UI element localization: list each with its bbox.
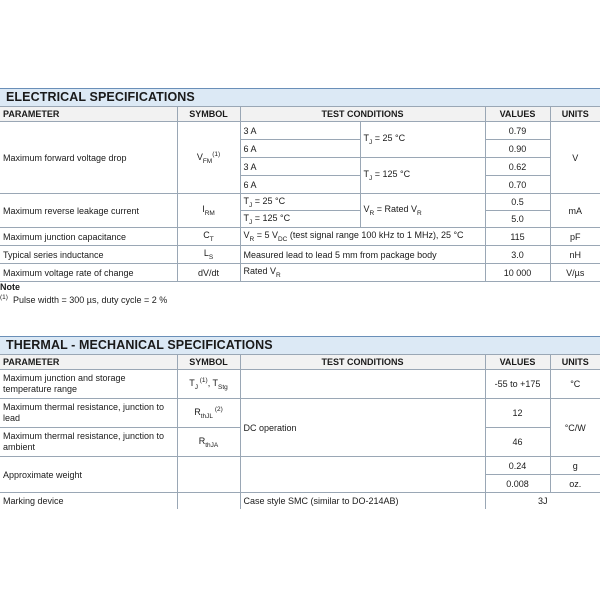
header-parameter: PARAMETER	[0, 107, 177, 122]
ir-symbol: $I_{RM}$	[177, 194, 240, 228]
header-symbol: SYMBOL	[177, 355, 240, 370]
rthja-parameter: Maximum thermal resistance, junction to ambient	[0, 428, 177, 457]
ls-parameter: Typical series inductance	[0, 246, 177, 264]
weight-value: 0.008	[485, 475, 550, 493]
vf-unit: V	[550, 122, 600, 194]
vf-current: 6 A	[240, 140, 360, 158]
header-values: VALUES	[485, 107, 550, 122]
rthjl-parameter: Maximum thermal resistance, junction to lead	[0, 399, 177, 428]
vf-value: 0.70	[485, 176, 550, 194]
marking-value: 3J	[485, 493, 600, 509]
cj-value: 115	[485, 228, 550, 246]
tj-condition	[240, 370, 485, 399]
dvdt-parameter: Maximum voltage rate of change	[0, 264, 177, 282]
vf-current: 6 A	[240, 176, 360, 194]
table-row	[0, 194, 600, 211]
ir-condition-25: $T_J = 25$ °C	[240, 194, 360, 211]
table-row	[0, 457, 600, 475]
vf-symbol: $V_{FM}^{(1)}$	[177, 122, 240, 194]
tj-parameter: Maximum junction and storage temperature range	[0, 370, 177, 399]
header-test-conditions: TEST CONDITIONS	[240, 355, 485, 370]
ir-unit: mA	[550, 194, 600, 228]
header-units: UNITS	[550, 355, 600, 370]
note	[0, 282, 167, 305]
header-units: UNITS	[550, 107, 600, 122]
ls-value: 3.0	[485, 246, 550, 264]
ls-condition: Measured lead to lead 5 mm from package body	[240, 246, 485, 264]
vf-value: 0.62	[485, 158, 550, 176]
weight-symbol	[177, 457, 240, 493]
electrical-specifications-section	[0, 88, 600, 282]
rthjl-symbol: $R_{thJL}$ $^{(2)}$	[177, 399, 240, 428]
tj-unit: °C	[550, 370, 600, 399]
table-header-row	[0, 107, 600, 122]
cj-unit: pF	[550, 228, 600, 246]
tj-value: -55 to +175	[485, 370, 550, 399]
vf-tj125: $T_J = 125$ °C	[360, 158, 485, 194]
header-values: VALUES	[485, 355, 550, 370]
marking-condition: Case style SMC (similar to DO-214AB)	[240, 493, 485, 509]
table-row	[0, 122, 600, 140]
dvdt-unit: V/µs	[550, 264, 600, 282]
marking-parameter: Marking device	[0, 493, 177, 509]
cj-symbol: $C_T$	[177, 228, 240, 246]
thermal-specifications-table	[0, 354, 600, 509]
vf-current: 3 A	[240, 158, 360, 176]
weight-unit: oz.	[550, 475, 600, 493]
marking-symbol	[177, 493, 240, 509]
ls-unit: nH	[550, 246, 600, 264]
ls-symbol: $L_S$	[177, 246, 240, 264]
table-row	[0, 399, 600, 428]
thermal-specifications-section	[0, 336, 600, 509]
ir-parameter: Maximum reverse leakage current	[0, 194, 177, 228]
dvdt-value: 10 000	[485, 264, 550, 282]
ir-value: 0.5	[485, 194, 550, 211]
vf-value: 0.90	[485, 140, 550, 158]
dvdt-condition: Rated $V_R$	[240, 264, 485, 282]
weight-unit: g	[550, 457, 600, 475]
note-marker: (1)	[0, 294, 8, 301]
vf-value: 0.79	[485, 122, 550, 140]
table-row	[0, 370, 600, 399]
table-row	[0, 228, 600, 246]
ir-value: 5.0	[485, 211, 550, 228]
weight-parameter: Approximate weight	[0, 457, 177, 493]
weight-condition	[240, 457, 485, 493]
dvdt-symbol: dV/dt	[177, 264, 240, 282]
thermal-specifications-title: THERMAL - MECHANICAL SPECIFICATIONS	[0, 336, 600, 354]
note-text: $^{(1)}$ Pulse width = 300 µs, duty cycle = 2 %	[0, 294, 168, 305]
table-header-row	[0, 355, 600, 370]
table-row	[0, 264, 600, 282]
table-row	[0, 246, 600, 264]
ir-condition-125: $T_J = 125$ °C	[240, 211, 360, 228]
cj-condition: $V_R = 5$ $V_{DC}$ (test signal range 100 kHz to 1 MHz), 25 °C	[240, 228, 485, 246]
header-parameter: PARAMETER	[0, 355, 177, 370]
vf-parameter: Maximum forward voltage drop	[0, 122, 177, 194]
rthja-value: 46	[485, 428, 550, 457]
header-test-conditions: TEST CONDITIONS	[240, 107, 485, 122]
vf-tj25: $T_J = 25$ °C	[360, 122, 485, 158]
note-heading: Note	[0, 282, 20, 292]
ir-vr-condition: $V_R$ = Rated $V_R$	[360, 194, 485, 228]
rthjl-value: 12	[485, 399, 550, 428]
rthja-symbol: $R_{thJA}$	[177, 428, 240, 457]
header-symbol: SYMBOL	[177, 107, 240, 122]
weight-value: 0.24	[485, 457, 550, 475]
cj-parameter: Maximum junction capacitance	[0, 228, 177, 246]
table-row	[0, 493, 600, 509]
electrical-specifications-table	[0, 106, 600, 282]
vf-current: 3 A	[240, 122, 360, 140]
rth-unit: °C/W	[550, 399, 600, 457]
tj-symbol: $T_J$ $^{(1)}$, $T_{Stg}$	[177, 370, 240, 399]
electrical-specifications-title: ELECTRICAL SPECIFICATIONS	[0, 88, 600, 106]
dc-operation-condition: DC operation	[240, 399, 485, 457]
